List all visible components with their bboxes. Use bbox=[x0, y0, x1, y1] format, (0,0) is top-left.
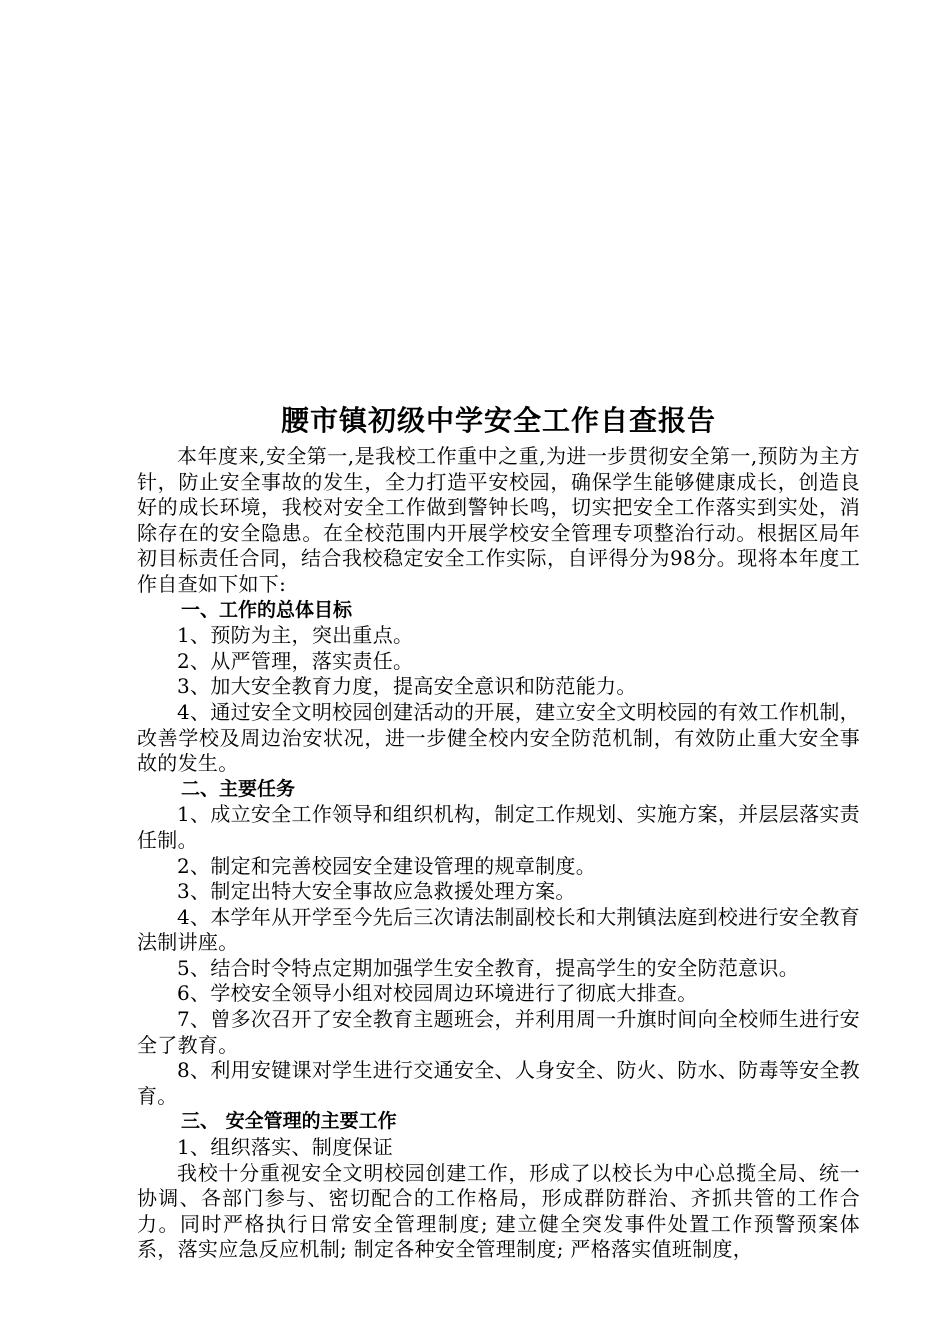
task-item: 5、结合时令特点定期加强学生安全教育，提高学生的安全防范意识。 bbox=[177, 955, 800, 980]
task-item: 1、成立安全工作领导和组织机构，制定工作规划、实施方案，并层层落实责任制。 bbox=[137, 802, 860, 852]
goal-item: 2、从严管理，落实责任。 bbox=[177, 648, 414, 673]
task-item: 3、制定出特大安全事故应急救援处理方案。 bbox=[177, 879, 576, 904]
section-heading-tasks: 二、主要任务 bbox=[181, 777, 296, 800]
section-heading-management: 三、 安全管理的主要工作 bbox=[181, 1110, 397, 1133]
task-item: 6、学校安全领导小组对校园周边环境进行了彻底大排查。 bbox=[177, 981, 698, 1006]
task-item: 4、本学年从开学至今先后三次请法制副校长和大荆镇法庭到校进行安全教育法制讲座。 bbox=[137, 904, 860, 955]
intro-paragraph: 本年度来,安全第一,是我校工作重中之重,为进一步贯彻安全第一,预防为主方针，防止安全事故的发生，全力打造平安校园，确保学生能够健康成长，创造良好的成长环境，我校对安全工作做到警钟长鸣，切实把安全工作落实到实处，消除存在的安全隐患。在全校范围内开展学校安全管理专项整治行动。根据区局年初目标责任合同，结合我校稳定安全工作实际，自评得分为98分。现将本年度工作自查如下如下: bbox=[137, 444, 860, 596]
task-item: 8、利用安键课对学生进行交通安全、人身安全、防火、防水、防毒等安全教育。 bbox=[137, 1058, 860, 1108]
goal-item: 3、加大安全教育力度，提高安全意识和防范能力。 bbox=[177, 674, 637, 699]
goal-item: 4、通过安全文明校园创建活动的开展，建立安全文明校园的有效工作机制，改善学校及周边治安状况，进一步健全校内安全防范机制，有效防止重大安全事故的发生。 bbox=[137, 699, 860, 776]
document-body bbox=[137, 402, 860, 1263]
task-item: 7、曾多次召开了安全教育主题班会，并利用周一升旗时间向全校师生进行安全了教育。 bbox=[137, 1007, 860, 1057]
goal-item: 1、预防为主，突出重点。 bbox=[177, 623, 414, 648]
task-item: 2、制定和完善校园安全建设管理的规章制度。 bbox=[177, 853, 597, 878]
subsection-heading: 1、组织落实、制度保证 bbox=[177, 1135, 394, 1160]
document-title: 腰市镇初级中学安全工作自查报告 bbox=[280, 404, 716, 437]
section-heading-goals: 一、工作的总体目标 bbox=[181, 598, 353, 621]
management-paragraph: 我校十分重视安全文明校园创建工作，形成了以校长为中心总揽全局、统一协调、各部门参与、密切配合的工作格局，形成群防群治、齐抓共管的工作合力。同时严格执行日常安全管理制度; 建立健全突发事件处置工作预警预案体系，落实应急反应机制; 制定各种安全管理制度; 严格落实值班制度， bbox=[137, 1160, 860, 1262]
